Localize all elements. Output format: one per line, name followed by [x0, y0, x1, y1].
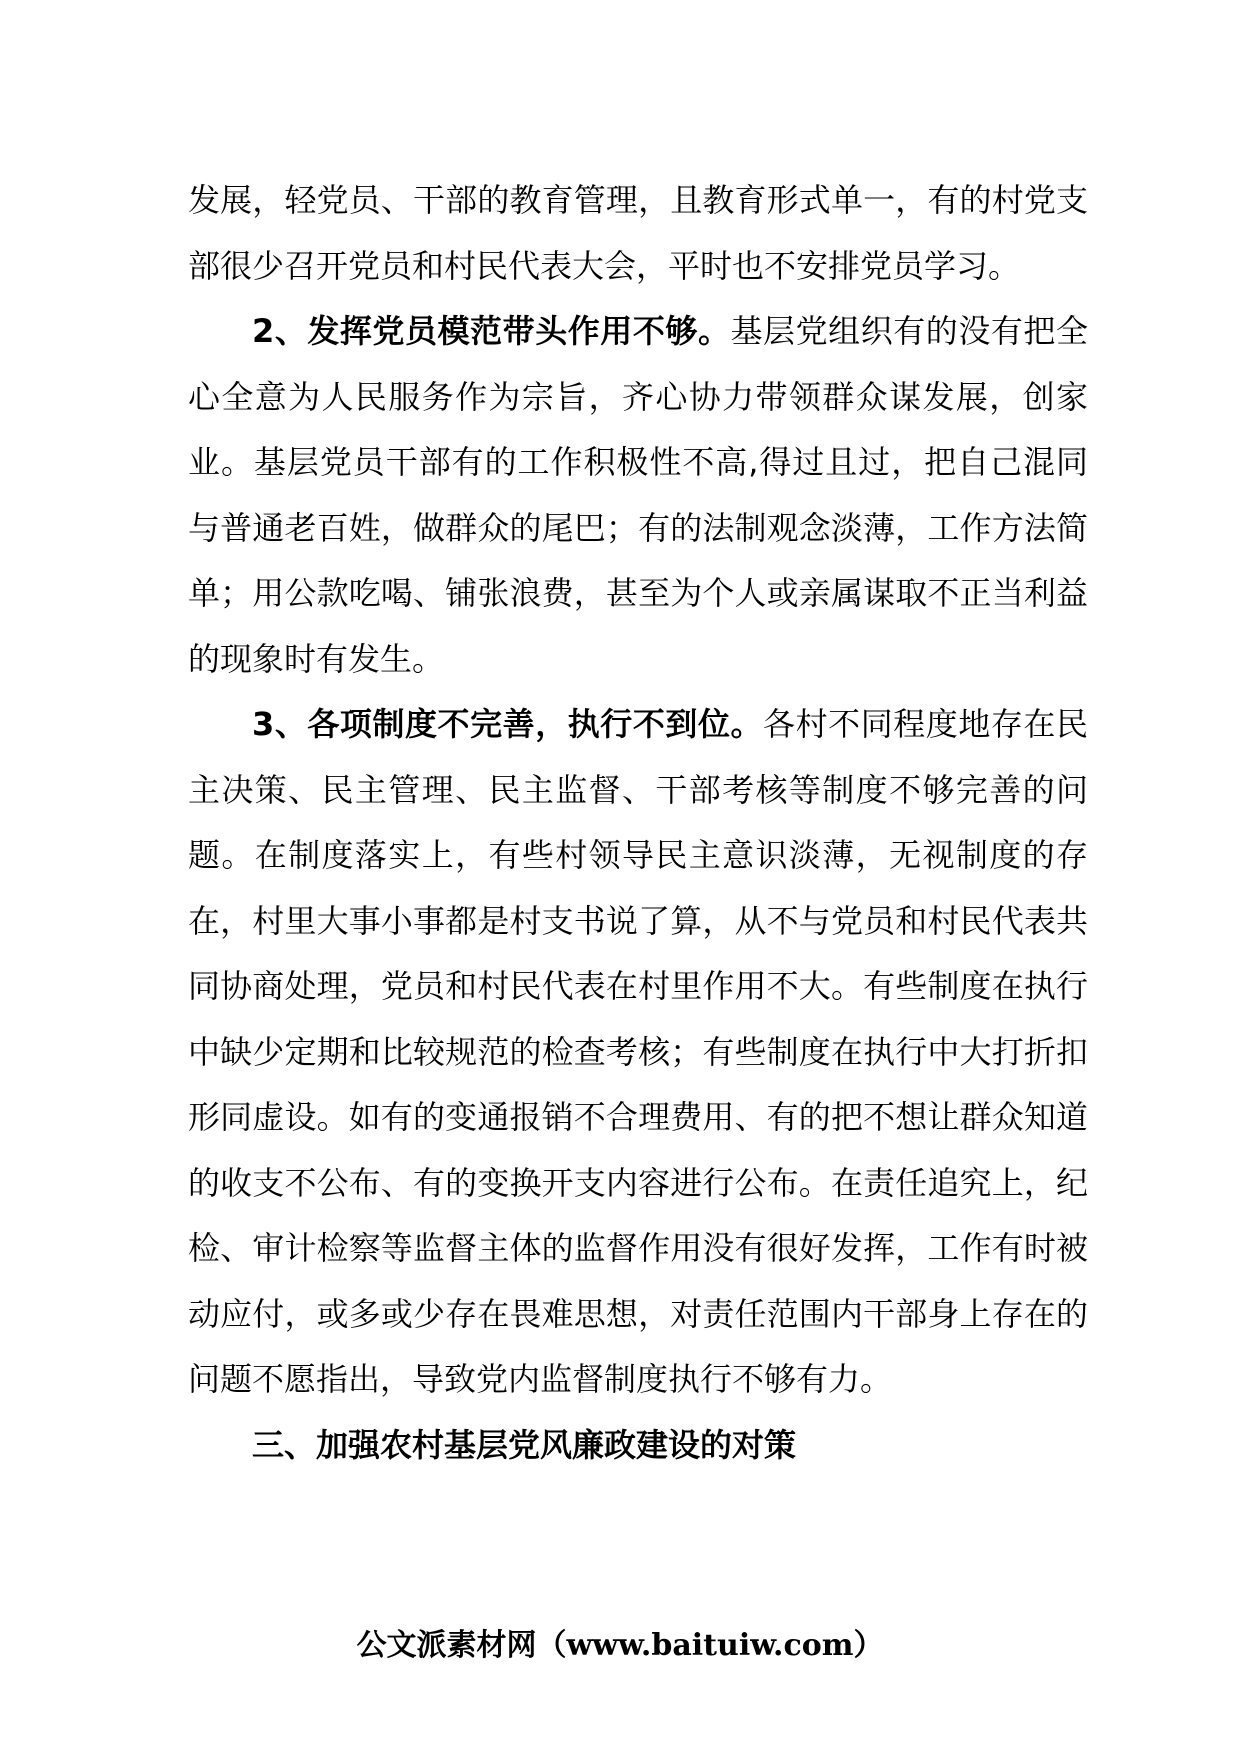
- point-2-text: 基层党组织有的没有把全心全意为人民服务作为宗旨，齐心协力带领群众谋发展，创家业。基层党员干部有的工作积极性不高,得过且过，把自己混同与普通老百姓，做群众的尾巴；有的法制观念淡薄，工作方法简单；用公款吃喝、铺张浪费，甚至为个人或亲属谋取不正当利益的现象时有发生。: [188, 312, 1088, 678]
- paragraph-point-2: [188, 299, 1088, 692]
- point-3-text: 各村不同程度地存在民主决策、民主管理、民主监督、干部考核等制度不够完善的问题。在制度落实上，有些村领导民主意识淡薄，无视制度的存在，村里大事小事都是村支书说了算，从不与党员和村民代表共同协商处理，党员和村民代表在村里作用不大。有些制度在执行中缺少定期和比较规范的检查考核；有些制度在执行中大打折扣形同虚设。如有的变通报销不合理费用、有的把不想让群众知道的收支不公布、有的变换开支内容进行公布。在责任追究上，纪检、审计检察等监督主体的监督作用没有很好发挥，工作有时被动应付，或多或少存在畏难思想，对责任范围内干部身上存在的问题不愿指出，导致党内监督制度执行不够有力。: [188, 705, 1088, 1398]
- point-2-heading: 2、发挥党员模范带头作用不够。: [252, 312, 731, 350]
- point-3-heading: 3、各项制度不完善，执行不到位。: [252, 705, 764, 743]
- source-footer: 公文派素材网（www.baituiw.com）: [356, 1628, 884, 1663]
- section-3-heading: 三、加强农村基层党风廉政建设的对策: [252, 1425, 797, 1464]
- document-body: [188, 168, 1088, 1478]
- paragraph-continuation: [188, 168, 1088, 299]
- paragraph-1-text: 发展，轻党员、干部的教育管理，且教育形式单一，有的村党支部很少召开党员和村民代表大会，平时也不安排党员学习。: [188, 181, 1088, 285]
- paragraph-point-3: [188, 692, 1088, 1413]
